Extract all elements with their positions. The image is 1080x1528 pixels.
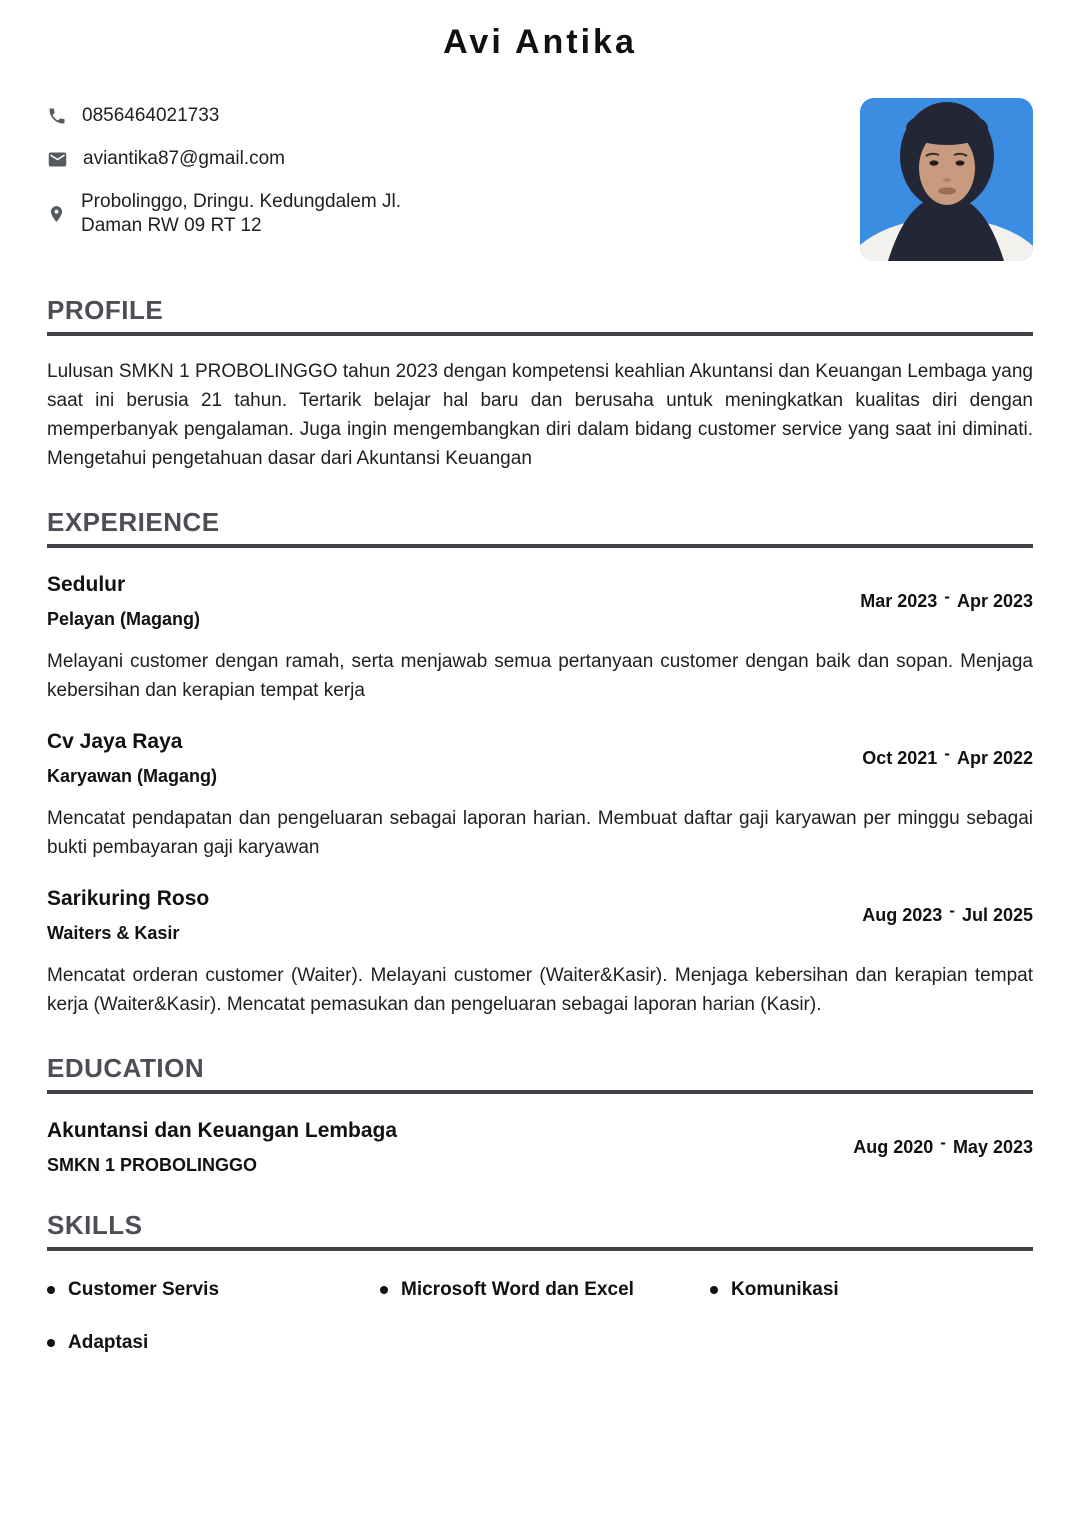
job-description: Mencatat pendapatan dan pengeluaran sebagai laporan harian. Membuat daftar gaji karyawan per minggu sebagai bukti pembayaran gaji karyawan (47, 808, 1033, 858)
profile-text: Lulusan SMKN 1 PROBOLINGGO tahun 2023 dengan kompetensi keahlian Akuntansi dan Keuangan Lembaga yang saat ini berusia 21 tahun. Tertarik belajar hal baru dan berusaha untuk meningkatkan kualitas diri dengan memperbanyak pengalaman. Juga ingin mengembangkan diri dalam bidang customer service yang saat ini diminati. Mengetahui pengetahuan dasar dari Akuntansi Keuangan (47, 361, 1033, 469)
skill-label: Komunikasi (731, 1279, 839, 1300)
experience-entry (47, 729, 1033, 862)
degree-title: Akuntansi dan Keuangan Lembaga (47, 1119, 398, 1142)
date-separator: - (944, 743, 950, 763)
job-role: Waiters & Kasir (47, 923, 180, 943)
entry-left (47, 886, 209, 944)
date-separator: - (949, 900, 955, 920)
entry-left (47, 572, 200, 630)
education-entry (47, 1118, 1033, 1176)
date-end: Apr 2022 (956, 747, 1033, 768)
contact-list (47, 88, 401, 257)
experience-heading: EXPERIENCE (47, 507, 220, 537)
entry-head (47, 886, 1033, 944)
entry-left (47, 729, 217, 787)
job-dates (840, 586, 1033, 612)
skill-label: Customer Servis (68, 1279, 220, 1300)
date-end: May 2023 (952, 1136, 1033, 1157)
job-dates (842, 900, 1033, 926)
job-role: Pelayan (Magang) (47, 609, 201, 629)
profile-photo (860, 98, 1033, 261)
section-rule (47, 1090, 1033, 1094)
section-rule (47, 544, 1033, 548)
phone-value: 0856464021733 (82, 105, 220, 126)
job-title: Sedulur (47, 573, 126, 596)
skill-item (710, 1278, 1033, 1301)
skill-item (380, 1278, 710, 1301)
entry-head (47, 572, 1033, 630)
address-line1: Probolinggo, Dringu. Kedungdalem Jl. (81, 191, 402, 212)
date-separator: - (940, 1132, 946, 1152)
education-heading: EDUCATION (47, 1053, 205, 1083)
section-rule (47, 1247, 1033, 1251)
phone-row (47, 104, 401, 128)
address-line2: Daman RW 09 RT 12 (81, 215, 262, 236)
skill-item (47, 1278, 380, 1301)
contact-section (47, 88, 1033, 261)
phone-icon (47, 106, 67, 126)
section-profile (47, 295, 1033, 473)
school-name: SMKN 1 PROBOLINGGO (47, 1155, 258, 1175)
profile-heading: PROFILE (47, 295, 164, 325)
email-row (47, 147, 401, 171)
skills-list (47, 1278, 1033, 1354)
education-dates (833, 1132, 1033, 1158)
date-start: Aug 2023 (862, 904, 943, 925)
skill-label: Adaptasi (68, 1332, 149, 1353)
date-end: Apr 2023 (956, 590, 1033, 611)
date-start: Oct 2021 (862, 747, 938, 768)
section-skills (47, 1210, 1033, 1354)
date-start: Mar 2023 (860, 590, 938, 611)
section-education (47, 1053, 1033, 1176)
section-rule (47, 332, 1033, 336)
entry-head (47, 729, 1033, 787)
job-role: Karyawan (Magang) (47, 766, 218, 786)
job-title: Sarikuring Roso (47, 887, 210, 910)
entry-head (47, 1118, 1033, 1176)
location-icon (47, 203, 66, 225)
job-title: Cv Jaya Raya (47, 730, 183, 753)
bullet-icon (380, 1286, 388, 1294)
page-title: Avi Antika (443, 23, 637, 61)
email-icon (47, 149, 68, 170)
skill-item (47, 1331, 380, 1354)
skill-label: Microsoft Word dan Excel (401, 1279, 634, 1300)
entry-left (47, 1118, 397, 1176)
skills-heading: SKILLS (47, 1210, 143, 1240)
email-value: aviantika87@gmail.com (83, 148, 285, 169)
address-row (47, 190, 401, 238)
experience-entry (47, 886, 1033, 1019)
job-description: Mencatat orderan customer (Waiter). Melayani customer (Waiter&Kasir). Menjaga kebersihan dan kerapian tempat kerja (Waiter&Kasir). Mencatat pemasukan dan pengeluaran sebagai laporan harian (Kasir). (47, 965, 1033, 1015)
date-separator: - (944, 586, 950, 606)
bullet-icon (47, 1339, 55, 1347)
experience-entry (47, 572, 1033, 705)
address-value (81, 190, 401, 238)
job-description: Melayani customer dengan ramah, serta menjawab semua pertanyaan customer dengan baik dan sopan. Menjaga kebersihan dan kerapian tempat kerja (47, 651, 1033, 701)
date-end: Jul 2025 (961, 904, 1033, 925)
date-start: Aug 2020 (853, 1136, 934, 1157)
job-dates (842, 743, 1033, 769)
bullet-icon (710, 1286, 718, 1294)
bullet-icon (47, 1286, 55, 1294)
section-experience (47, 507, 1033, 1019)
